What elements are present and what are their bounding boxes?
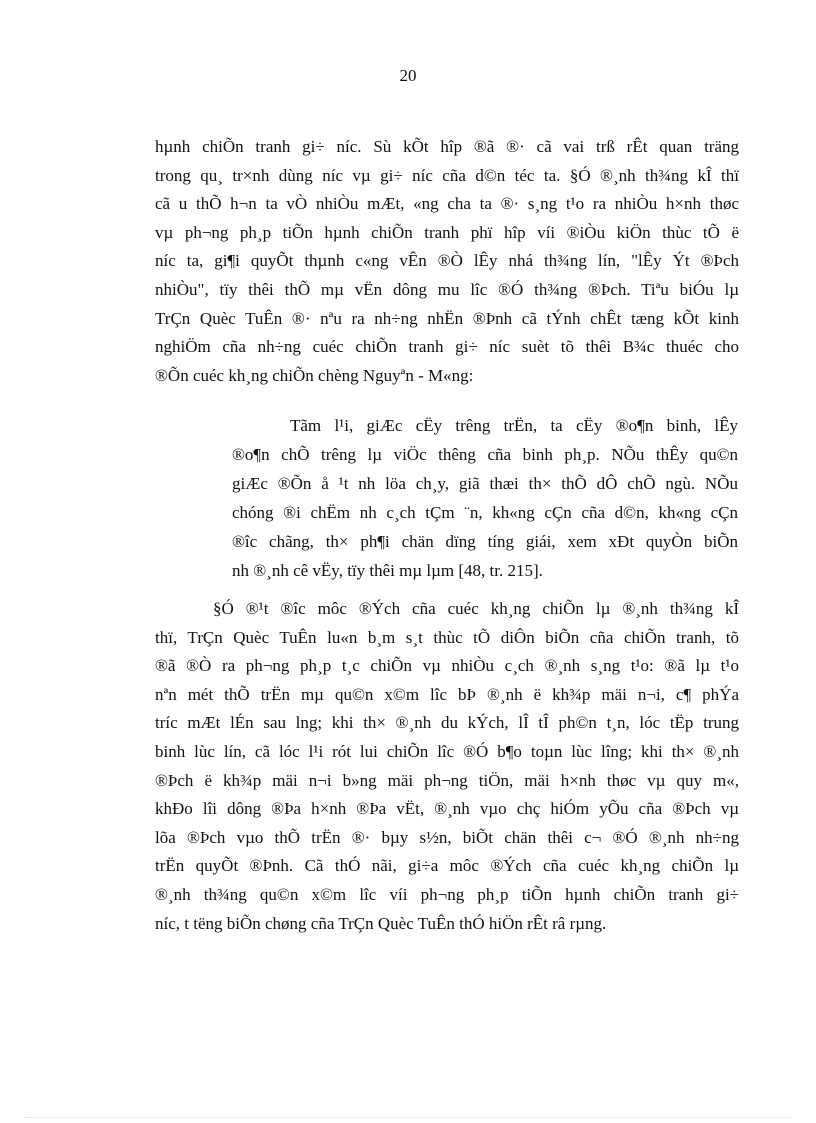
quote-line: ®o¶n chÕ trêng lµ viÖc thêng cña binh ph¸p. NÕu thÊy qu©n [232,445,738,464]
text-line: nghiÖm cña nh÷ng cuéc chiÕn tranh gi÷ níc suèt tõ thêi B¾c thuéc cho [155,337,739,357]
text-line: ®Þch ë kh¾p mäi n¬i b»ng mäi ph¬ng tiÖn, mäi h×nh thøc vµ quy m«, [155,770,739,790]
text-line: binh lùc lín, cã lóc l¹i rót lui chiÕn lîc ®Ó b¶o toµn lùc lîng; khi th× ®¸nh [155,741,739,761]
quote-line: chóng ®i chËm nh c¸ch tÇm ¨n, kh«ng cÇn cña d©n, kh«ng cÇn [232,503,738,522]
text-line: thï, TrÇn Quèc TuÊn lu«n b¸m s¸t thùc tÕ diÔn biÕn cña chiÕn tranh, tõ [155,627,739,647]
text-line: ®ã ®Ò ra ph¬ng ph¸p t¸c chiÕn vµ nhiÒu c¸ch ®¸nh s¸ng t¹o: ®ã lµ t¹o [155,656,739,676]
block-quote [232,411,738,585]
text-line: nhiÒu", tïy thêi thÕ mµ vËn dông mu lîc ®Ó th¾ng ®Þch. Tiªu biÓu lµ [155,279,739,299]
quote-line: giÆc ®Õn å ¹t nh löa ch¸y, giã thæi th× thÕ dÔ chÕ ngù. NÕu [232,474,738,493]
text-line: trong qu¸ tr×nh dùng níc vµ gi÷ níc cña d©n téc ta. §Ó ®¸nh th¾ng kÎ thï [155,165,739,185]
text-line: níc ta, gi¶i quyÕt thµnh c«ng vÊn ®Ò lÊy nhá th¾ng lín, "lÊy Ýt ®Þch [155,251,739,271]
text-line: tríc mÆt lÉn sau lng; khi th× ®¸nh du kÝch, lÎ tÎ ph©n t¸n, lóc tËp trung [155,713,739,733]
text-line: TrÇn Quèc TuÊn ®· nªu ra nh÷ng nhËn ®Þnh cã tÝnh chÊt tæng kÕt kinh [155,308,739,328]
text-line: nªn mét thÕ trËn mµ qu©n x©m lîc bÞ ®¸nh ë kh¾p mäi n¬i, c¶ phÝa [155,684,739,704]
quote-line: ®îc chãng, th× ph¶i chän dïng tíng giái, xem xÐt quyÒn biÕn [232,532,738,551]
paragraph-2 [155,595,739,938]
quote-line: nh ®¸nh cê vËy, tïy thêi mµ lµm [48, tr. 215]. [232,561,543,580]
page-bottom-border [24,1117,792,1118]
text-line: ®Õn cuéc kh¸ng chiÕn chèng Nguyªn - M«ng: [155,365,474,385]
text-line: trËn quyÕt ®Þnh. Cã thÓ nãi, gi÷a môc ®Ých cña cuéc kh¸ng chiÕn lµ [155,856,739,876]
text-line: ®¸nh th¾ng qu©n x©m lîc víi ph¬ng ph¸p tiÕn hµnh chiÕn tranh gi÷ [155,884,739,904]
text-line: níc, t tëng biÕn chøng cña TrÇn Quèc TuÊn thÓ hiÖn rÊt râ rµng. [155,913,607,933]
text-line: cã u thÕ h¬n ta vÒ nhiÒu mÆt, «ng cha ta ®· s¸ng t¹o ra nhiÒu h×nh thøc [155,194,739,214]
paragraph-1 [155,133,739,390]
quote-line: Tãm l¹i, giÆc cËy trêng trËn, ta cËy ®o¶n binh, lÊy [290,416,738,435]
text-line: hµnh chiÕn tranh gi÷ níc. Sù kÕt hîp ®ã ®· cã vai trß rÊt quan träng [155,137,739,156]
text-line: lõa ®Þch vµo thÕ trËn ®· bµy s½n, biÕt chän thêi c¬ ®Ó ®¸nh nh÷ng [155,827,739,847]
text-line: khÐo lîi dông ®Þa h×nh ®Þa vËt, ®¸nh vµo chç hiÓm yÕu cña ®Þch vµ [155,799,739,819]
page-number: 20 [399,66,417,85]
text-line: §Ó ®¹t ®îc môc ®Ých cña cuéc kh¸ng chiÕn lµ ®¸nh th¾ng kÎ [213,599,739,618]
text-line: vµ ph¬ng ph¸p tiÕn hµnh chiÕn tranh phï hîp víi ®iÒu kiÖn thùc tÕ ë [155,222,739,242]
